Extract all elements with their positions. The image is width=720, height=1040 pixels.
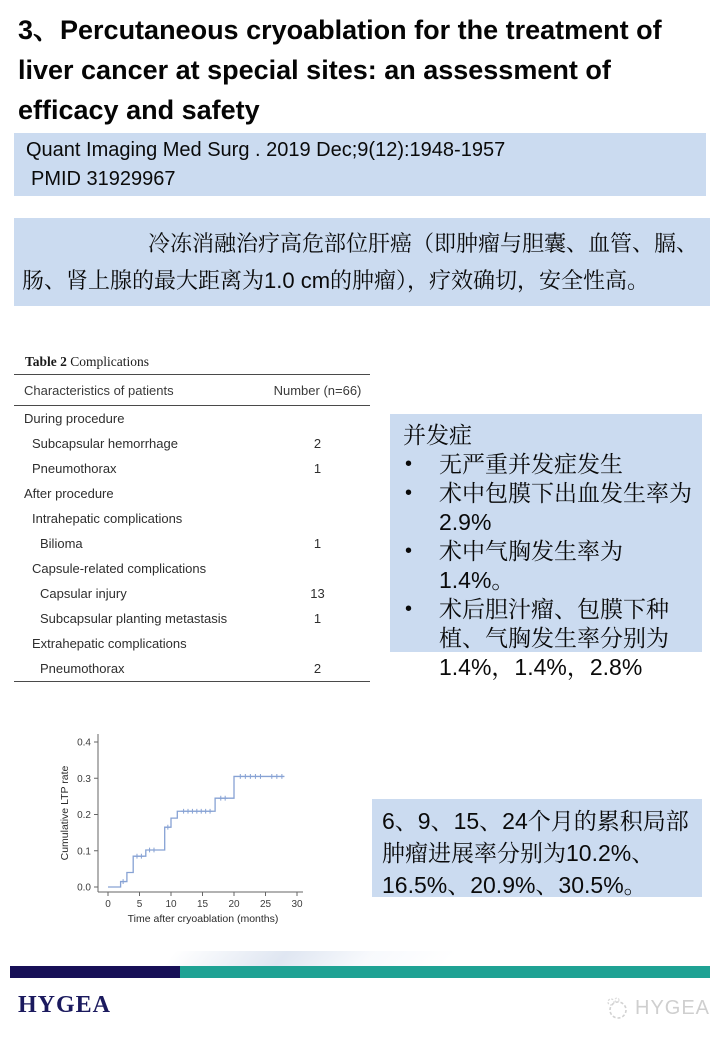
table-header-number: Number (n=66) bbox=[273, 382, 362, 398]
citation-journal: Quant Imaging Med Surg . 2019 Dec;9(12):1948-1957 bbox=[26, 139, 506, 161]
svg-text:15: 15 bbox=[196, 899, 209, 910]
footer-navy-bar bbox=[10, 966, 180, 978]
svg-text:0.3: 0.3 bbox=[77, 773, 91, 785]
row-value: 13 bbox=[310, 586, 325, 601]
svg-text:25: 25 bbox=[259, 899, 272, 910]
svg-text:0: 0 bbox=[105, 899, 111, 910]
ltp-chart-svg bbox=[55, 712, 335, 932]
summary-box: 冷冻消融治疗高危部位肝癌（即肿瘤与胆囊、血管、膈、肠、肾上腺的最大距离为1.0 cm的肿瘤），疗效确切，安全性高。 bbox=[14, 218, 710, 306]
citation-box bbox=[14, 133, 706, 196]
table-row bbox=[14, 481, 370, 506]
table-row bbox=[14, 581, 370, 606]
row-label: Capsule-related complications bbox=[32, 561, 207, 576]
row-value: 1 bbox=[313, 461, 322, 476]
table-row bbox=[14, 606, 370, 631]
svg-text:Cumulative LTP rate: Cumulative LTP rate bbox=[59, 765, 71, 861]
table-row bbox=[14, 406, 370, 431]
svg-text:5: 5 bbox=[136, 899, 143, 910]
table-caption bbox=[14, 352, 370, 375]
svg-text:0.4: 0.4 bbox=[77, 737, 91, 749]
hygea-watermark-icon bbox=[604, 995, 630, 1021]
row-label: Capsular injury bbox=[40, 586, 127, 601]
hygea-logo: HYGEA bbox=[18, 992, 112, 1018]
row-label: Subcapsular planting metastasis bbox=[40, 611, 228, 626]
row-value: 2 bbox=[313, 661, 322, 676]
table-row bbox=[14, 531, 370, 556]
hygea-watermark-text: HYGEA bbox=[635, 996, 711, 1019]
complications-table bbox=[14, 352, 370, 682]
row-label: Bilioma bbox=[40, 536, 83, 551]
complications-bullet: • 术后胆汁瘤、包膜下种植、气胸发生率分别为1.4%，1.4%，2.8% bbox=[403, 595, 696, 682]
row-value: 1 bbox=[313, 611, 322, 626]
row-label: Extrahepatic complications bbox=[32, 636, 187, 651]
row-label: Pneumothorax bbox=[32, 461, 117, 476]
svg-text:10: 10 bbox=[165, 899, 177, 910]
row-value: 1 bbox=[313, 536, 322, 551]
table-row bbox=[14, 556, 370, 581]
table-body bbox=[14, 406, 370, 682]
footer-swoosh-decoration bbox=[165, 951, 456, 966]
table-row bbox=[14, 656, 370, 681]
cumulative-ltp-chart bbox=[55, 712, 335, 932]
table-row bbox=[14, 631, 370, 656]
table-header-row bbox=[14, 375, 370, 406]
footer-teal-bar bbox=[180, 966, 710, 978]
svg-text:0.0: 0.0 bbox=[77, 882, 91, 894]
slide-title: 3、Percutaneous cryoablation for the treatment of liver cancer at special sites: an assessment of efficacy and safety bbox=[18, 15, 662, 125]
complications-bullet-list bbox=[403, 450, 696, 682]
row-label: Subcapsular hemorrhage bbox=[32, 436, 178, 451]
table-row bbox=[14, 506, 370, 531]
table-row bbox=[14, 456, 370, 481]
complications-bullet: • 无严重并发症发生 bbox=[403, 450, 696, 479]
svg-text:20: 20 bbox=[228, 899, 240, 910]
hygea-watermark bbox=[604, 995, 710, 1021]
complications-bullet: • 术中包膜下出血发生率为2.9% bbox=[403, 479, 696, 537]
svg-text:0.1: 0.1 bbox=[77, 846, 91, 858]
svg-text:Time after cryoablation (month: Time after cryoablation (months) bbox=[127, 913, 279, 925]
row-label: Intrahepatic complications bbox=[32, 511, 183, 526]
ltp-rates-box: 6、9、15、24个月的累积局部肿瘤进展率分别为10.2%、16.5%、20.9%、30.5%。 bbox=[372, 799, 702, 897]
svg-text:0.2: 0.2 bbox=[77, 810, 91, 821]
complications-box-title: 并发症 bbox=[403, 422, 472, 448]
citation-pmid: PMID 31929967 bbox=[31, 168, 176, 190]
svg-text:30: 30 bbox=[291, 899, 303, 910]
table-caption-text: Complications bbox=[66, 354, 150, 369]
complications-bullet: • 术中气胸发生率为1.4%。 bbox=[403, 537, 696, 595]
complications-box bbox=[390, 414, 702, 680]
row-label: During procedure bbox=[24, 411, 125, 426]
table-caption-number: Table 2 bbox=[25, 354, 67, 369]
row-value: 2 bbox=[313, 436, 322, 451]
table-header-characteristics: Characteristics of patients bbox=[24, 382, 174, 398]
row-label: Pneumothorax bbox=[40, 661, 125, 676]
row-label: After procedure bbox=[24, 486, 114, 501]
table-row bbox=[14, 431, 370, 456]
